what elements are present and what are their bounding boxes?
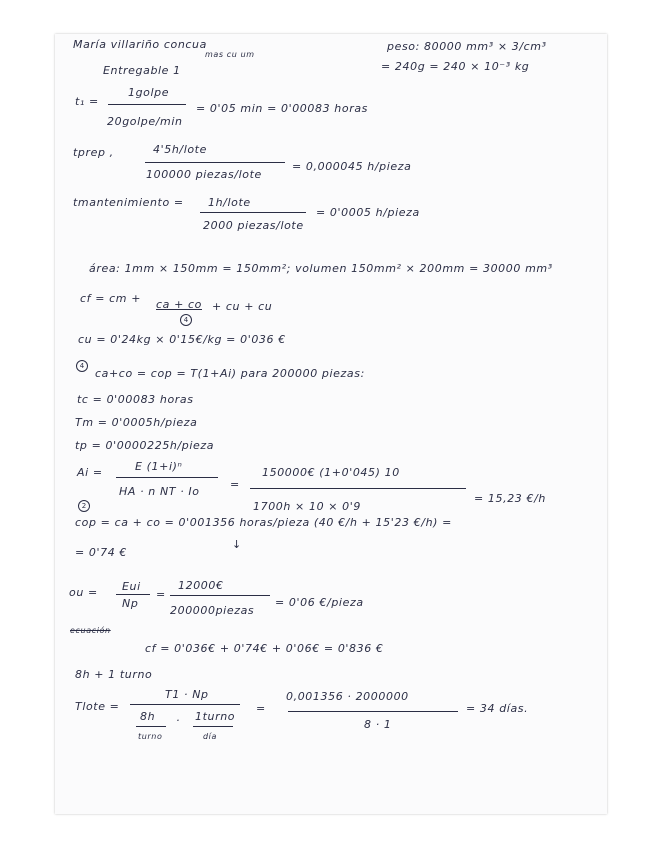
tlote-label: Tlote = <box>75 700 120 713</box>
tprep-result: = 0,000045 h/pieza <box>292 160 412 173</box>
t1-label: t₁ = <box>75 95 99 108</box>
cacop-line: ca+co = cop = T(1+Ai) para 200000 piezas: <box>95 367 365 380</box>
ai-fraction-bar <box>116 477 218 478</box>
tlote-values-fraction-bar <box>288 711 458 712</box>
tlote-den-b-unit: día <box>203 732 218 741</box>
tlote-numerator: T1 · Np <box>165 688 209 701</box>
tlote-den-a-bar <box>136 726 166 727</box>
tlote-numerator-values: 0,001356 · 2000000 <box>286 690 409 703</box>
cf-final-result: cf = 0'036€ + 0'74€ + 0'06€ = 0'836 € <box>145 642 384 655</box>
tmant-numerator: 1h/lote <box>208 196 251 209</box>
tlote-fraction-bar <box>130 704 240 705</box>
t1-denominator: 20golpe/min <box>107 115 183 128</box>
tlote-den-a: 8h <box>140 710 156 723</box>
tlote-denominator-values: 8 · 1 <box>364 718 392 731</box>
cop-arrow-mark: ↓ <box>232 538 242 551</box>
assignment-title: Entregable 1 <box>103 64 181 77</box>
tprep-denominator: 100000 piezas/lote <box>146 168 262 181</box>
weight-formula-line-1: peso: 80000 mm³ × 3/cm³ <box>387 40 547 53</box>
cf-equation-mid: ca + co <box>156 298 202 311</box>
circled-mark-4-b: 4 <box>76 360 88 372</box>
ai-denominator: HA · n NT · Io <box>119 485 200 498</box>
ai-result: = 15,23 €/h <box>474 492 546 505</box>
t1-numerator: 1golpe <box>128 86 170 99</box>
tlote-equals: = <box>256 702 266 715</box>
tlote-den-a-unit: turno <box>138 732 163 741</box>
tlote-den-b-bar <box>193 726 233 727</box>
tlote-den-b: 1turno <box>195 710 236 723</box>
ai-denominator-values: 1700h × 10 × 0'9 <box>253 500 362 513</box>
tlote-result: = 34 días. <box>466 702 529 715</box>
ou-label: ou = <box>69 586 98 599</box>
tprep-label: tprep , <box>73 146 114 159</box>
cf-equation-lhs: cf = cm + <box>80 292 142 305</box>
weight-formula-line-2: = 240g = 240 × 10⁻³ kg <box>381 60 530 73</box>
t1-fraction-bar <box>108 104 186 105</box>
ou-result: = 0'06 €/pieza <box>275 596 364 609</box>
cf-equation-rhs: + cu + cu <box>212 300 273 313</box>
shift-line: 8h + 1 turno <box>75 668 153 681</box>
circled-mark-4: 4 <box>180 314 192 326</box>
ai-numerator: E (1+i)ⁿ <box>135 460 183 473</box>
tmant-fraction-bar <box>200 212 306 213</box>
author-name: María villariño concua <box>73 38 207 51</box>
tmant-label: tmantenimiento = <box>73 196 184 209</box>
tp-value: tp = 0'0000225h/pieza <box>75 439 215 452</box>
tmant-denominator: 2000 piezas/lote <box>203 219 304 232</box>
circled-mark-2: 2 <box>78 500 90 512</box>
ou-fraction-bar <box>116 594 150 595</box>
cop-line: cop = ca + co = 0'001356 horas/pieza (40 €/h + 15'23 €/h) = <box>75 516 452 529</box>
tm-value: Tm = 0'0005h/pieza <box>75 416 198 429</box>
tlote-den-dot: · <box>176 714 181 727</box>
ou-denominator-values: 200000piezas <box>170 604 255 617</box>
cop-result: = 0'74 € <box>75 546 128 559</box>
area-volume-line: área: 1mm × 150mm = 150mm²; volumen 150mm² × 200mm = 30000 mm³ <box>89 262 553 275</box>
ou-numerator: Eui <box>122 580 141 593</box>
crossed-out-word: ecuación <box>70 626 111 635</box>
ou-equals: = <box>156 588 166 601</box>
ai-numerator-values: 150000€ (1+0'045) 10 <box>262 466 400 479</box>
tmant-result: = 0'0005 h/pieza <box>316 206 420 219</box>
ou-numerator-values: 12000€ <box>178 579 224 592</box>
ou-denominator: Np <box>122 597 139 610</box>
tprep-numerator: 4'5h/lote <box>153 143 207 156</box>
ai-values-fraction-bar <box>250 488 466 489</box>
tc-value: tc = 0'00083 horas <box>77 393 194 406</box>
margin-note: mas cu um <box>205 50 255 59</box>
ou-values-fraction-bar <box>170 595 270 596</box>
ai-label: Ai = <box>77 466 103 479</box>
cu-line: cu = 0'24kg × 0'15€/kg = 0'036 € <box>78 333 286 346</box>
tprep-fraction-bar <box>145 162 285 163</box>
ai-equals: = <box>230 478 240 491</box>
t1-result: = 0'05 min = 0'00083 horas <box>196 102 368 115</box>
